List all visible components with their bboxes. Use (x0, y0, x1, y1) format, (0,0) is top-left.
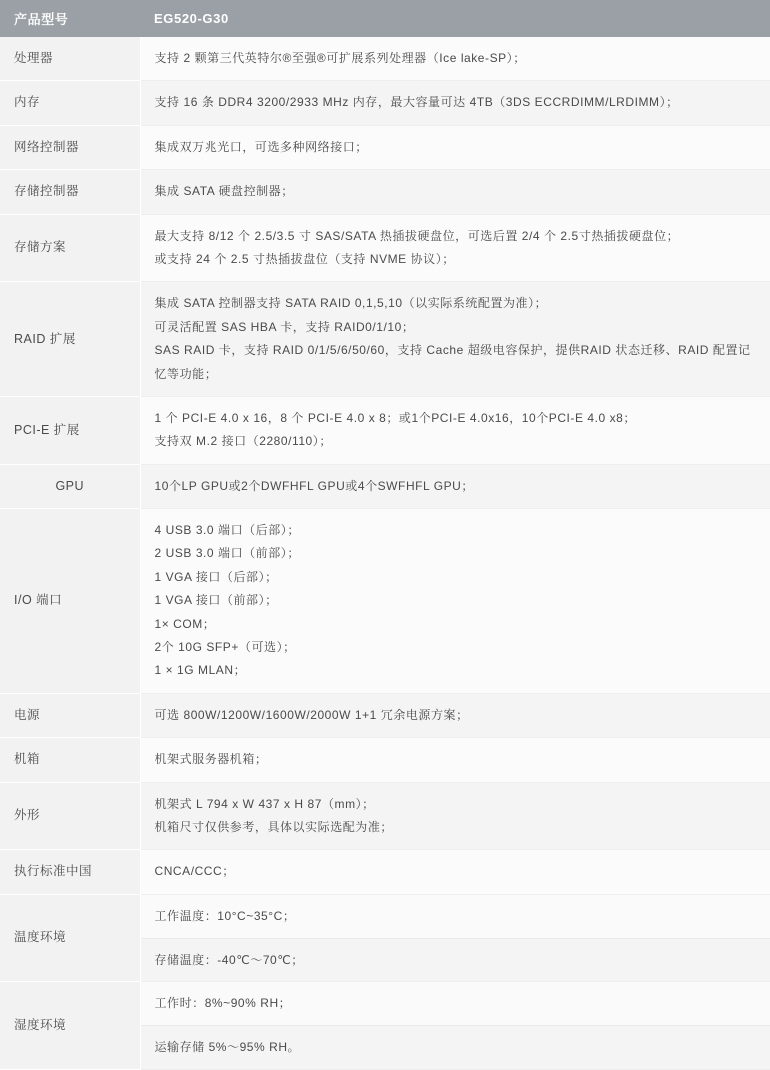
spec-value-line: 最大支持 8/12 个 2.5/3.5 寸 SAS/SATA 热插拔硬盘位，可选后置 2/4 个 2.5寸热插拔硬盘位； (155, 225, 757, 248)
spec-value-line: 可选 800W/1200W/1600W/2000W 1+1 冗余电源方案； (155, 704, 757, 727)
spec-value (140, 125, 770, 169)
spec-value (140, 850, 770, 894)
spec-value-line: 1 个 PCI-E 4.0 x 16，8 个 PCI-E 4.0 x 8；或1个PCI-E 4.0x16，10个PCI-E 4.0 x8； (155, 407, 757, 430)
spec-label: 处理器 (0, 37, 140, 81)
spec-row-机箱 (0, 738, 770, 782)
spec-sub-value: 工作时：8%~90% RH； (141, 982, 770, 1025)
spec-label: 温度环境 (0, 894, 140, 982)
spec-row-网络控制器 (0, 125, 770, 169)
spec-value-line: 可灵活配置 SAS HBA 卡，支持 RAID0/1/10； (155, 316, 757, 339)
spec-row-pci-e-扩展 (0, 396, 770, 464)
spec-value (140, 396, 770, 464)
spec-value (140, 464, 770, 508)
spec-row-内存 (0, 81, 770, 125)
spec-value-line: 1× COM； (155, 613, 757, 636)
spec-value-line: 2 USB 3.0 端口（前部）； (155, 542, 757, 565)
header-value: EG520-G30 (140, 0, 770, 37)
spec-value (140, 693, 770, 737)
spec-value-line: 支持 16 条 DDR4 3200/2933 MHz 内存，最大容量可达 4TB（3DS ECCRDIMM/LRDIMM）； (155, 91, 757, 114)
spec-value (140, 214, 770, 282)
table-header-row (0, 0, 770, 37)
spec-value-line: 2个 10G SFP+（可选）； (155, 636, 757, 659)
spec-value (140, 509, 770, 694)
spec-sub-row (141, 938, 770, 981)
spec-value-line: 支持 2 颗第三代英特尔®至强®可扩展系列处理器（Ice lake-SP）； (155, 47, 757, 70)
spec-value (140, 81, 770, 125)
spec-row-存储控制器 (0, 170, 770, 214)
spec-label: 内存 (0, 81, 140, 125)
spec-row-湿度环境 (0, 982, 770, 1070)
spec-value (140, 738, 770, 782)
spec-value-line: 集成双万兆光口，可选多种网络接口； (155, 136, 757, 159)
spec-label: I/O 端口 (0, 509, 140, 694)
spec-label: GPU (0, 464, 140, 508)
spec-sub-row (141, 895, 770, 938)
spec-row-存储方案 (0, 214, 770, 282)
spec-sub-value: 运输存储 5%～95% RH。 (141, 1026, 770, 1069)
spec-row-gpu (0, 464, 770, 508)
spec-value-line: 机箱尺寸仅供参考，具体以实际选配为准； (155, 816, 757, 839)
spec-label: 湿度环境 (0, 982, 140, 1070)
spec-value-group (140, 982, 770, 1070)
spec-value (140, 782, 770, 850)
spec-sub-value: 存储温度：-40℃～70℃； (141, 938, 770, 981)
header-label: 产品型号 (0, 0, 140, 37)
spec-value (140, 282, 770, 397)
spec-row-温度环境 (0, 894, 770, 982)
spec-value-line: 1 × 1G MLAN； (155, 659, 757, 682)
spec-sub-row (141, 982, 770, 1025)
spec-sub-row (141, 1026, 770, 1069)
spec-value-line: 机架式 L 794 x W 437 x H 87（mm）； (155, 793, 757, 816)
spec-value-line: 或支持 24 个 2.5 寸热插拔盘位（支持 NVME 协议）； (155, 248, 757, 271)
spec-label: 存储方案 (0, 214, 140, 282)
spec-value-line: 10个LP GPU或2个DWFHFL GPU或4个SWFHFL GPU； (155, 475, 757, 498)
spec-label: 机箱 (0, 738, 140, 782)
spec-sub-table (141, 982, 770, 1069)
spec-row-处理器 (0, 37, 770, 81)
spec-value (140, 170, 770, 214)
spec-sub-table (141, 895, 770, 982)
spec-value-line: 机架式服务器机箱； (155, 748, 757, 771)
spec-value-group (140, 894, 770, 982)
spec-label: 执行标准中国 (0, 850, 140, 894)
spec-value-line: 集成 SATA 硬盘控制器； (155, 180, 757, 203)
spec-label: RAID 扩展 (0, 282, 140, 397)
spec-label: 电源 (0, 693, 140, 737)
spec-sub-value: 工作温度：10°C~35°C； (141, 895, 770, 938)
spec-value-line: 集成 SATA 控制器支持 SATA RAID 0,1,5,10（以实际系统配置为准）； (155, 292, 757, 315)
spec-row-外形 (0, 782, 770, 850)
spec-value-line: 1 VGA 接口（后部）； (155, 566, 757, 589)
spec-value-line: 支持双 M.2 接口（2280/110）； (155, 430, 757, 453)
spec-label: 外形 (0, 782, 140, 850)
spec-row-电源 (0, 693, 770, 737)
spec-row-i-o-端口 (0, 509, 770, 694)
spec-value (140, 37, 770, 81)
spec-value-line: 4 USB 3.0 端口（后部）； (155, 519, 757, 542)
spec-label: 网络控制器 (0, 125, 140, 169)
spec-label: 存储控制器 (0, 170, 140, 214)
spec-value-line: CNCA/CCC； (155, 860, 757, 883)
spec-row-执行标准中国 (0, 850, 770, 894)
spec-row-raid-扩展 (0, 282, 770, 397)
spec-value-line: 1 VGA 接口（前部）； (155, 589, 757, 612)
spec-label: PCI-E 扩展 (0, 396, 140, 464)
spec-value-line: SAS RAID 卡，支持 RAID 0/1/5/6/50/60，支持 Cache 超级电容保护，提供RAID 状态迁移、RAID 配置记忆等功能； (155, 339, 757, 386)
